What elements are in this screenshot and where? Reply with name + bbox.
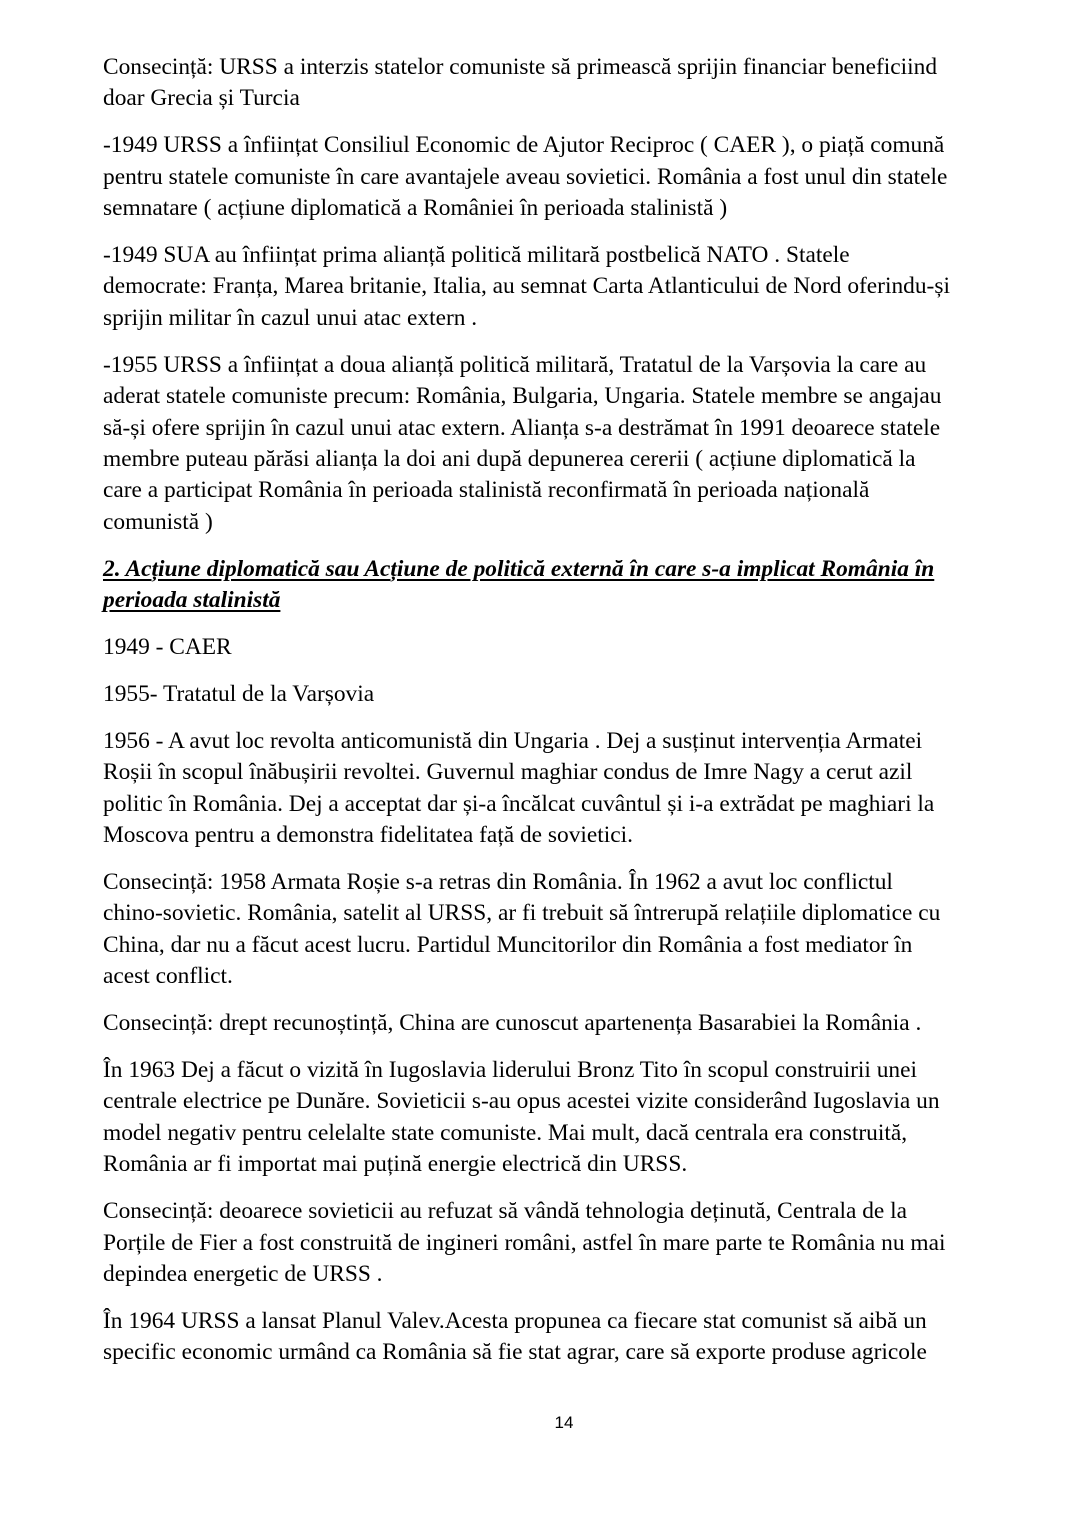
text-line: Roșii în scopul înăbușirii revoltei. Guvernul maghiar condus de Imre Nagy a cerut azil bbox=[103, 759, 913, 786]
heading-line: perioada stalinistă bbox=[103, 587, 281, 614]
text-line: -1949 SUA au înființat prima alianță politică militară postbelică NATO . Statele bbox=[103, 242, 850, 269]
page-number: 14 bbox=[554, 1413, 574, 1432]
text-line: Moscova pentru a demonstra fidelitatea față de sovietici. bbox=[103, 822, 633, 849]
paragraph-yugoslavia-1963 bbox=[103, 1055, 1033, 1181]
text-line: membre puteau părăsi alianța la doi ani după depunerea cererii ( acțiune diplomatică la bbox=[103, 445, 916, 472]
text-line: care a participat România în perioada stalinistă reconfirmată în perioada națională bbox=[103, 477, 870, 504]
paragraph-valev-plan-1964 bbox=[103, 1306, 1033, 1369]
text-line: comunistă ) bbox=[103, 508, 213, 535]
paragraph-caer-item bbox=[103, 632, 1033, 663]
text-line: Consecință: 1958 Armata Roșie s-a retras din România. În 1962 a avut loc conflictul bbox=[103, 868, 893, 895]
paragraph-consequence-marshall bbox=[103, 52, 1033, 115]
paragraph-warsaw-1955 bbox=[103, 350, 1033, 538]
text-line: Porțile de Fier a fost construită de ingineri români, astfel în mare parte te România nu mai bbox=[103, 1229, 946, 1256]
text-line: specific economic urmând ca România să fie stat agrar, care să exporte produse agricole bbox=[103, 1339, 927, 1366]
paragraph-caer-1949 bbox=[103, 130, 1033, 224]
text-line: -1955 URSS a înființat a doua alianță politică militară, Tratatul de la Varșovia la care au bbox=[103, 351, 927, 378]
text-line: 1949 - CAER bbox=[103, 634, 232, 660]
text-line: să-și ofere sprijin în cazul unui atac extern. Alianța s-a destrămat în 1991 deoarece statele bbox=[103, 414, 941, 441]
text-line: democrate: Franța, Marea britanie, Italia, au semnat Carta Atlanticului de Nord oferindu-și bbox=[103, 273, 950, 300]
document-page bbox=[103, 52, 1033, 1384]
text-line: politic în România. Dej a acceptat dar și-a încălcat cuvântul și i-a extrădat pe maghiari la bbox=[103, 790, 935, 817]
text-line: Consecință: URSS a interzis statelor comuniste să primească sprijin financiar beneficiind bbox=[103, 54, 938, 80]
text-line: În 1963 Dej a făcut o vizită în Iugoslavia liderului Bronz Tito în scopul construirii unei bbox=[103, 1056, 917, 1083]
text-line: doar Grecia și Turcia bbox=[103, 85, 300, 112]
text-line: În 1964 URSS a lansat Planul Valev.Acesta propunea ca fiecare stat comunist să aibă un bbox=[103, 1307, 927, 1334]
paragraph-consequence-china bbox=[103, 1008, 1033, 1039]
section-heading bbox=[103, 554, 1033, 617]
paragraph-warsaw-item bbox=[103, 679, 1033, 710]
text-line: Consecință: deoarece sovieticii au refuzat să vândă tehnologia deținută, Centrala de la bbox=[103, 1198, 908, 1225]
text-line: Consecință: drept recunoștință, China are cunoscut apartenența Basarabiei la România . bbox=[103, 1010, 922, 1037]
text-line: chino-sovietic. România, satelit al URSS, ar fi trebuit să întrerupă relațiile diplomatice cu bbox=[103, 900, 941, 927]
heading-line: 2. Acțiune diplomatică sau Acțiune de politică externă în care s-a implicat România în bbox=[103, 555, 935, 582]
text-line: acest conflict. bbox=[103, 963, 233, 990]
text-line: sprijin militar în cazul unui atac extern . bbox=[103, 304, 478, 331]
paragraph-consequence-iron-gates bbox=[103, 1196, 1033, 1290]
text-line: centrale electrice pe Dunăre. Sovieticii s-au opus acestei vizite considerând Iugoslavia un bbox=[103, 1088, 940, 1115]
text-line: 1956 - A avut loc revolta anticomunistă din Ungaria . Dej a susținut intervenția Armatei bbox=[103, 727, 923, 754]
text-line: semnatare ( acțiune diplomatică a României în perioada stalinistă ) bbox=[103, 195, 728, 222]
text-line: pentru statele comuniste în care avantajele aveau sovietici. România a fost unul din statele bbox=[103, 163, 948, 190]
paragraph-hungary-1956 bbox=[103, 726, 1033, 852]
text-line: -1949 URSS a înființat Consiliul Economic de Ajutor Reciproc ( CAER ), o piață comună bbox=[103, 132, 945, 159]
paragraph-nato-1949 bbox=[103, 240, 1033, 334]
text-line: 1955- Tratatul de la Varșovia bbox=[103, 680, 375, 707]
text-line: aderat statele comuniste precum: România, Bulgaria, Ungaria. Statele membre se angajau bbox=[103, 383, 942, 410]
text-line: depindea energetic de URSS . bbox=[103, 1260, 383, 1287]
paragraph-consequence-1958 bbox=[103, 867, 1033, 993]
text-line: China, dar nu a făcut acest lucru. Partidul Muncitorilor din România a fost mediator în bbox=[103, 931, 913, 958]
text-line: model negativ pentru celelalte state comuniste. Mai mult, dacă centrala era construită, bbox=[103, 1119, 908, 1146]
text-line: România ar fi importat mai puțină energie electrică din URSS. bbox=[103, 1151, 688, 1178]
